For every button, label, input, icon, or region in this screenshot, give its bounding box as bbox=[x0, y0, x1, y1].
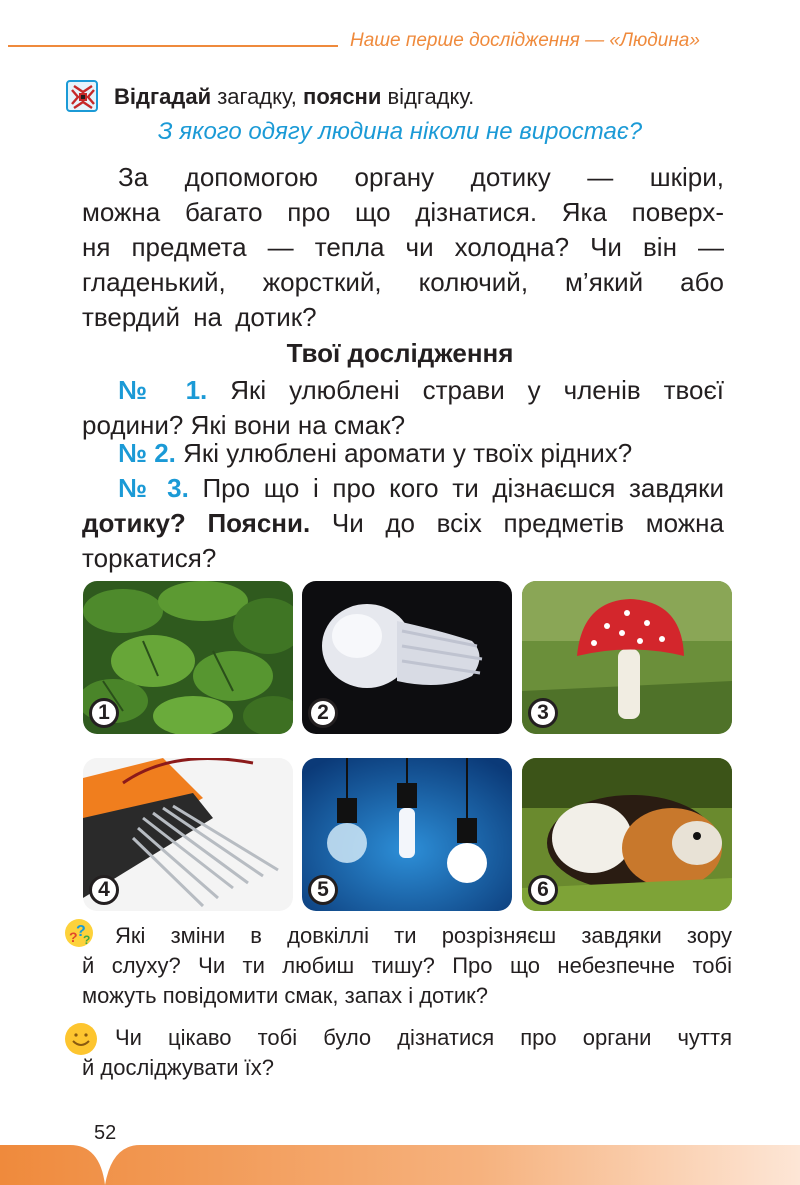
footer-band bbox=[0, 1145, 800, 1185]
puzzle-ornament-icon bbox=[66, 80, 100, 114]
research-item-2: № 2. Які улюблені аромати у твоїх рідних? bbox=[118, 438, 633, 468]
photo-label: 6 bbox=[528, 875, 558, 905]
photo-guinea-pig bbox=[522, 758, 732, 911]
photo-label: 5 bbox=[308, 875, 338, 905]
reflection-question: Чи цікаво тобі було дізнатися про органи чуття й досліджувати їх? bbox=[82, 1025, 732, 1080]
header-rule bbox=[8, 45, 338, 47]
intro-paragraph: За допомогою органу дотику — шкіри, можна багато про що дізнатися. Яка поверх- ня предмета — тепла чи холодна? Чи він — гладенький, жорсткий, колючий, м’який або твердий на дотик? bbox=[82, 162, 724, 332]
page-header-title: Наше перше дослідження — «Людина» bbox=[350, 30, 700, 51]
svg-text:?: ? bbox=[69, 929, 78, 945]
riddle-instruction: Відгадай загадку, поясни відгадку. bbox=[114, 84, 475, 109]
photo-mushroom bbox=[522, 581, 732, 734]
photo-light-bulbs bbox=[302, 758, 512, 911]
photo-label: 3 bbox=[528, 698, 558, 728]
photo-label: 2 bbox=[308, 698, 338, 728]
photo-label: 1 bbox=[89, 698, 119, 728]
photo-jellyfish bbox=[302, 581, 512, 734]
section-title: Твої дослідження bbox=[286, 338, 514, 368]
svg-text:?: ? bbox=[83, 933, 91, 947]
photo-needles bbox=[83, 758, 293, 911]
research-item-1: № 1. Які улюблені страви у членів твоєї родини? Які вони на смак? bbox=[82, 375, 725, 440]
photo-label: 4 bbox=[89, 875, 119, 905]
review-questions: Які зміни в довкіллі ти розрізняєш завдяки зору й слуху? Чи ти любиш тишу? Про що небезпечне тобі можуть повідомити смак, запах і дотик? bbox=[82, 923, 732, 1008]
riddle-question: З якого одягу людина ніколи не виростає? bbox=[157, 118, 643, 145]
svg-text:?: ? bbox=[76, 923, 86, 940]
page-number: 52 bbox=[94, 1122, 117, 1144]
research-item-3: № 3. Про що і про кого ти дізнаєшся завдяки дотику? Поясни. Чи до всіх предметів можна торкатися? bbox=[82, 473, 724, 573]
photo-nettle bbox=[83, 581, 293, 734]
